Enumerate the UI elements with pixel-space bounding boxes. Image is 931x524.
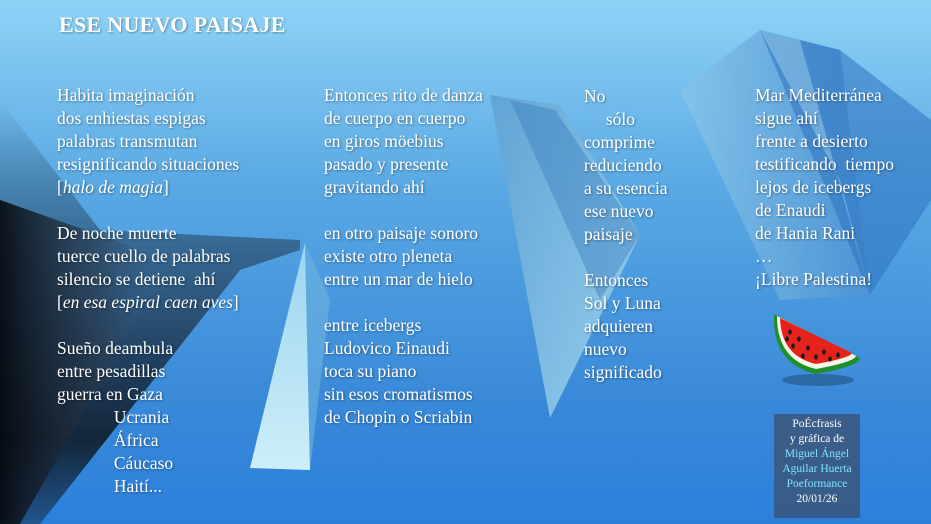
- stanza-gap: [324, 291, 483, 314]
- poem-line: …: [755, 246, 773, 266]
- poem-line: paisaje: [584, 224, 633, 244]
- poem-column-3: [584, 85, 668, 384]
- poem-line: significado: [584, 362, 662, 382]
- poem-line: de Hania Rani: [755, 223, 856, 243]
- poem-line: de Chopin o Scriabin: [324, 407, 473, 427]
- poem-line: Haití...: [57, 476, 162, 496]
- poem-line-bracket: [: [57, 292, 63, 312]
- poem-line: sin esos cromatismos: [324, 384, 473, 404]
- poem-line: adquieren: [584, 316, 653, 336]
- poem-line: Entonces: [584, 270, 649, 290]
- poem-line-italic: halo de magia: [62, 177, 163, 197]
- poem-line: a su esencia: [584, 178, 668, 198]
- poem-line: reduciendo: [584, 155, 662, 175]
- poem-line: gravitando ahí: [324, 177, 425, 197]
- poem-line: testificando tiempo: [755, 154, 894, 174]
- poem-column-2: [324, 84, 483, 429]
- credit-line: PoÉcfrasis: [792, 418, 842, 430]
- poem-line: tuerce cuello de palabras: [57, 246, 231, 266]
- poem-line: entre icebergs: [324, 315, 422, 335]
- poem-line: Ucrania: [57, 407, 170, 427]
- poem-line: en giros möebius: [324, 131, 444, 151]
- poem-line: lejos de icebergs: [755, 177, 872, 197]
- credit-line: y gráfica de: [789, 433, 845, 445]
- watermelon-slice-icon: [768, 306, 864, 388]
- poem-line: [57, 291, 239, 314]
- credit-box: [774, 414, 860, 518]
- poem-column-1: [57, 84, 239, 498]
- poem-line-bracket: [: [57, 177, 63, 197]
- poem-line: nuevo: [584, 339, 627, 359]
- poem-line: Sueño deambula: [57, 338, 174, 358]
- poem-line: de Enaudi: [755, 200, 826, 220]
- poem-line: pasado y presente: [324, 154, 449, 174]
- poem-line: dos enhiestas espigas: [57, 108, 206, 128]
- poem-line: entre pesadillas: [57, 361, 166, 381]
- poem-line: Entonces rito de danza: [324, 85, 483, 105]
- poem-line: sigue ahí: [755, 108, 818, 128]
- poem-line: silencio se detiene ahí: [57, 269, 216, 289]
- poem-line: en otro paisaje sonoro: [324, 223, 479, 243]
- poem-line: Cáucaso: [57, 453, 174, 473]
- credit-date: 20/01/26: [796, 493, 838, 505]
- poem-line: existe otro pleneta: [324, 246, 453, 266]
- poem-title: ESE NUEVO PAISAJE: [59, 12, 286, 37]
- stanza-gap: [57, 314, 239, 337]
- poem-line: palabras transmutan: [57, 131, 198, 151]
- poem-line: toca su piano: [324, 361, 417, 381]
- poem-line: Habita imaginación: [57, 85, 195, 105]
- poem-line: África: [57, 430, 159, 450]
- poem-line: Sol y Luna: [584, 293, 661, 313]
- poem-line: De noche muerte: [57, 223, 177, 243]
- poem-line: comprime: [584, 132, 655, 152]
- author-name: Miguel Ángel: [784, 448, 850, 460]
- poem-line-italic: en esa espiral caen aves: [62, 292, 233, 312]
- poem-line: ese nuevo: [584, 201, 654, 221]
- poem-line-bracket: ]: [162, 177, 169, 197]
- stanza-gap: [324, 199, 483, 222]
- credit-project: Poeformance: [786, 478, 848, 490]
- poem-line: Ludovico Einaudi: [324, 338, 450, 358]
- poem-column-4: [755, 84, 894, 291]
- poem-line: entre un mar de hielo: [324, 269, 473, 289]
- poem-line: de cuerpo en cuerpo: [324, 108, 466, 128]
- poem-line: No: [584, 86, 606, 106]
- poem-line: guerra en Gaza: [57, 384, 163, 404]
- poem-line-bracket: ]: [232, 292, 239, 312]
- poem-line: frente a desierto: [755, 131, 868, 151]
- poem-line: resignificando situaciones: [57, 154, 240, 174]
- author-surname: Aguilar Huerta: [782, 463, 852, 475]
- stanza-gap: [584, 246, 668, 269]
- poem-line: Mar Mediterránea: [755, 85, 882, 105]
- poem-line: ¡Libre Palestina!: [755, 269, 873, 289]
- poem-line: sólo: [584, 109, 636, 129]
- stanza-gap: [57, 199, 239, 222]
- poem-line: [57, 176, 239, 199]
